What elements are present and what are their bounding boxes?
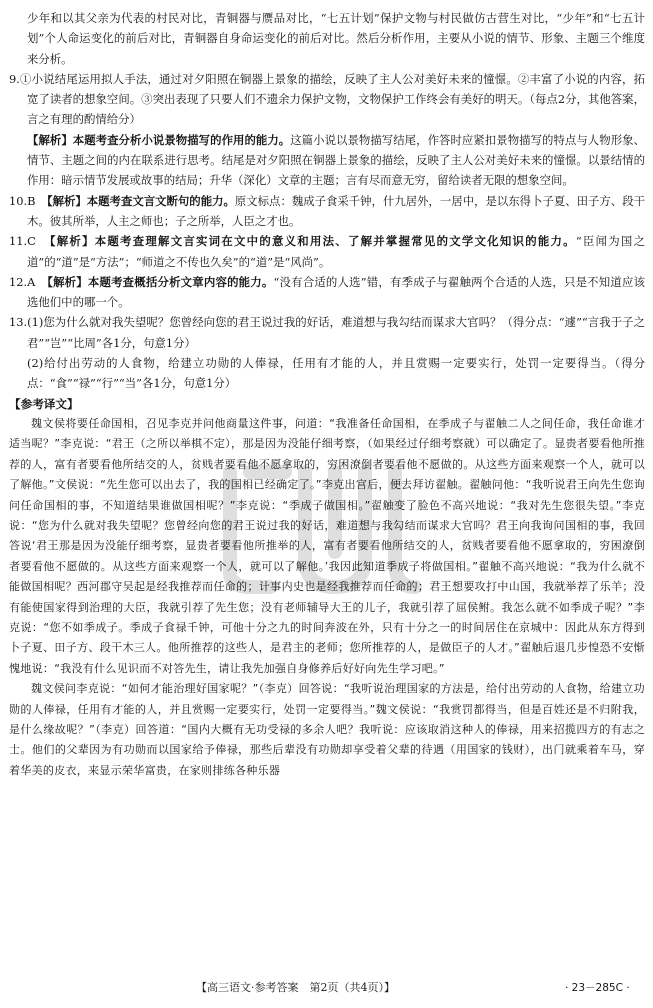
q11-number: 11. <box>9 234 28 249</box>
q10-answer <box>9 191 645 232</box>
q13-part1-text: (1)您为什么就对我失望呢？您曾经向您的君王说过我的好话，难道想与我勾结而谋求大官吗？（得分点：“遽”“言我于子之君”“岂”“比周”各1分，句意1分） <box>27 315 645 350</box>
q10-number: 10. <box>9 193 28 208</box>
page-footer <box>0 978 653 998</box>
intro-text: 少年和以其父亲为代表的村民对比，青铜器与赝品对比，“七五计划”保护文物与村民做仿古营生对比，“少年”和“七五计划”个人命运变化的前后对比，青铜器自身命运变化的前后对比。然后分析作用，主要从小说的情节、形象、主题三个维度来分析。 <box>27 11 645 66</box>
q12-analysis-label: 【解析】本题考查概括分析文章内容的能力。 <box>47 274 274 289</box>
q12-analysis-text: “没有合适的人选”错，有季成子与翟触两个合适的人选，只是不知道应该选他们中的哪一个。 <box>27 274 645 310</box>
translation-paragraph-1: 魏文侯将要任命国相，召见李克并问他商量这件事，问道：“我准备任命国相，在季成子与翟触二人之间任命，我任命谁才适当呢？”李克说：“君王（之所以举棋不定），那是因为没能仔细考察，（如果经过仔细考察就）可以确定了。显贵者要看他所推荐的人，富有者要看他所结交的人，贫贱者要看他不愿拿取的，穷困潦倒者要看他不愿做的。从这些方面来观察一个人，就可以了解他。”文侯说：“先生您可以出去了，我的国相已经确定了。”李克出宫后，便去拜访翟触。翟触问他：“我听说君王向先生您询问任命国相的事，不知道结果谁做国相呢？”李克说：“季成子做国相。”翟触变了脸色不高兴地说：“我对先生您很失望。”李克说：“您为什么就对我失望呢？您曾经向您的君王说过我的好话，难道想与我勾结而谋求大官吗？君王向我询问国相的事，我回答说‘君王那是因为没能仔细考察，显贵者要看他所推举的人，富有者要看他所结交的人，贫贱者要看他不愿拿取的，穷困潦倒者要看他不愿做的。从这些方面来观察一个人，就可以了解他。’我因此知道季成子将做国相。”翟触不高兴地说：“我为什么就不能做国相呢？西河郡守吴起是经我推荐而任命的；计事内史也是经我推荐而任命的；君王想要攻打中山国，我就举荐了乐羊；没有能使国家得到治理的大臣，我就引荐了先生您；没有老师辅导大王的儿子，我就引荐了屈侯鲋。我怎么就不如季成子呢？”李克说：“您不如季成子。季成子食禄千钟，可他十分之九的时间奔波在外，只有十分之一的时间居住在京城中：因此从东方得到卜子夏、田子方、段干木三人。他所推荐的这些人，是君主的老师；您所推荐的人，是做臣子的人才。”翟触后退几步惶恐不安惭愧地说：“我没有什么见识而不对答先生，请让我先加强自身修养后好好向先生学习吧。” <box>9 416 645 675</box>
q11-analysis-label: 【解析】本题考查理解文言实词在文中的意义和用法、了解并掌握常见的文学文化知识的能力。 <box>49 234 576 249</box>
q11-answer <box>9 231 645 272</box>
q12-number: 12. <box>9 274 28 289</box>
footer-code: · 23－285C · <box>565 982 630 994</box>
q11-analysis-text: “臣闻为国之道”的“道”是“方法”；“师道之不传也久矣”的“道”是“风尚”。 <box>27 234 645 269</box>
footer-title: 【高三语文·参考答案 第2页（共4页）】 <box>196 981 395 994</box>
q12-answer <box>9 272 645 313</box>
q11-choice: C <box>27 234 36 249</box>
q9-number: 9. <box>9 71 20 86</box>
q13-part2-text: (2)给付出劳动的人食物，给建立功勋的人俸禄，任用有才能的人，并且赏赐一定要实行，处罚一定要得当。（得分点：“食”“禄”“行”“当”各1分，句意1分） <box>27 356 645 391</box>
q10-analysis-label: 【解析】本题考查文言文断句的能力。 <box>46 193 235 208</box>
q10-analysis-text: 原文标点：魏成子食采千钟，什九居外，一居中，是以东得卜子夏、田子方、段干木。彼其所举，人主之师也；子之所举，人臣之才也。 <box>27 193 645 228</box>
q9-analysis-label: 【解析】本题考查分析小说景物描写的作用的能力。 <box>27 132 291 147</box>
q9-analysis <box>9 130 645 191</box>
reference-translation-heading: 【参考译文】 <box>9 396 79 411</box>
q12-choice: A <box>27 274 36 289</box>
page-content <box>9 8 645 781</box>
q13-part1 <box>9 312 645 353</box>
q13-number: 13. <box>9 315 28 330</box>
q8-continuation <box>9 8 645 69</box>
q9-answer <box>9 69 645 130</box>
q9-answer-text: ①小说结尾运用拟人手法，通过对夕阳照在铜器上景象的描绘，反映了主人公对美好未来的憧憬。②丰富了小说的内容，拓宽了读者的想象空间。③突出表现了只要人们不遗余力保护文物，文物保护工作终会有美好的明天。（每点2分，其他答案，言之有理的酌情给分） <box>19 71 645 127</box>
q10-choice: B <box>27 193 36 208</box>
q9-analysis-text: 这篇小说以景物描写结尾，作答时应紧扣景物描写的特点与人物形象、情节、主题之间的内在联系进行思考。结尾是对夕阳照在铜器上景象的描绘，反映了主人公对美好未来的憧憬。以景结情的作用：暗示情节发展或故事的结局；升华（深化）文章的主题；言有尽而意无穷，留给读者无限的想象空间。 <box>27 132 645 188</box>
translation-paragraph-2: 魏文侯问李克说：“如何才能治理好国家呢？”（李克）回答说：“我听说治理国家的方法是，给付出劳动的人食物，给建立功勋的人俸禄，任用有才能的人，并且赏赐一定要实行，处罚一定要得当。”魏文侯说：“我赏罚都得当，但是百姓还是不归附我，是什么缘故呢？”（李克）回答道：“国内大概有无功受禄的多余人吧？我听说：应该取消这种人的俸禄，用来招揽四方的有志之士。他们的父辈因为有功勋而以国家给予俸禄，那些后辈没有功勋却享受着父辈的待遇（用国家的钱财），出门就乘着车马，穿着华美的皮衣，来显示荣华富贵，在家则排练各种乐器 <box>9 682 645 777</box>
q13-part2 <box>9 353 645 394</box>
